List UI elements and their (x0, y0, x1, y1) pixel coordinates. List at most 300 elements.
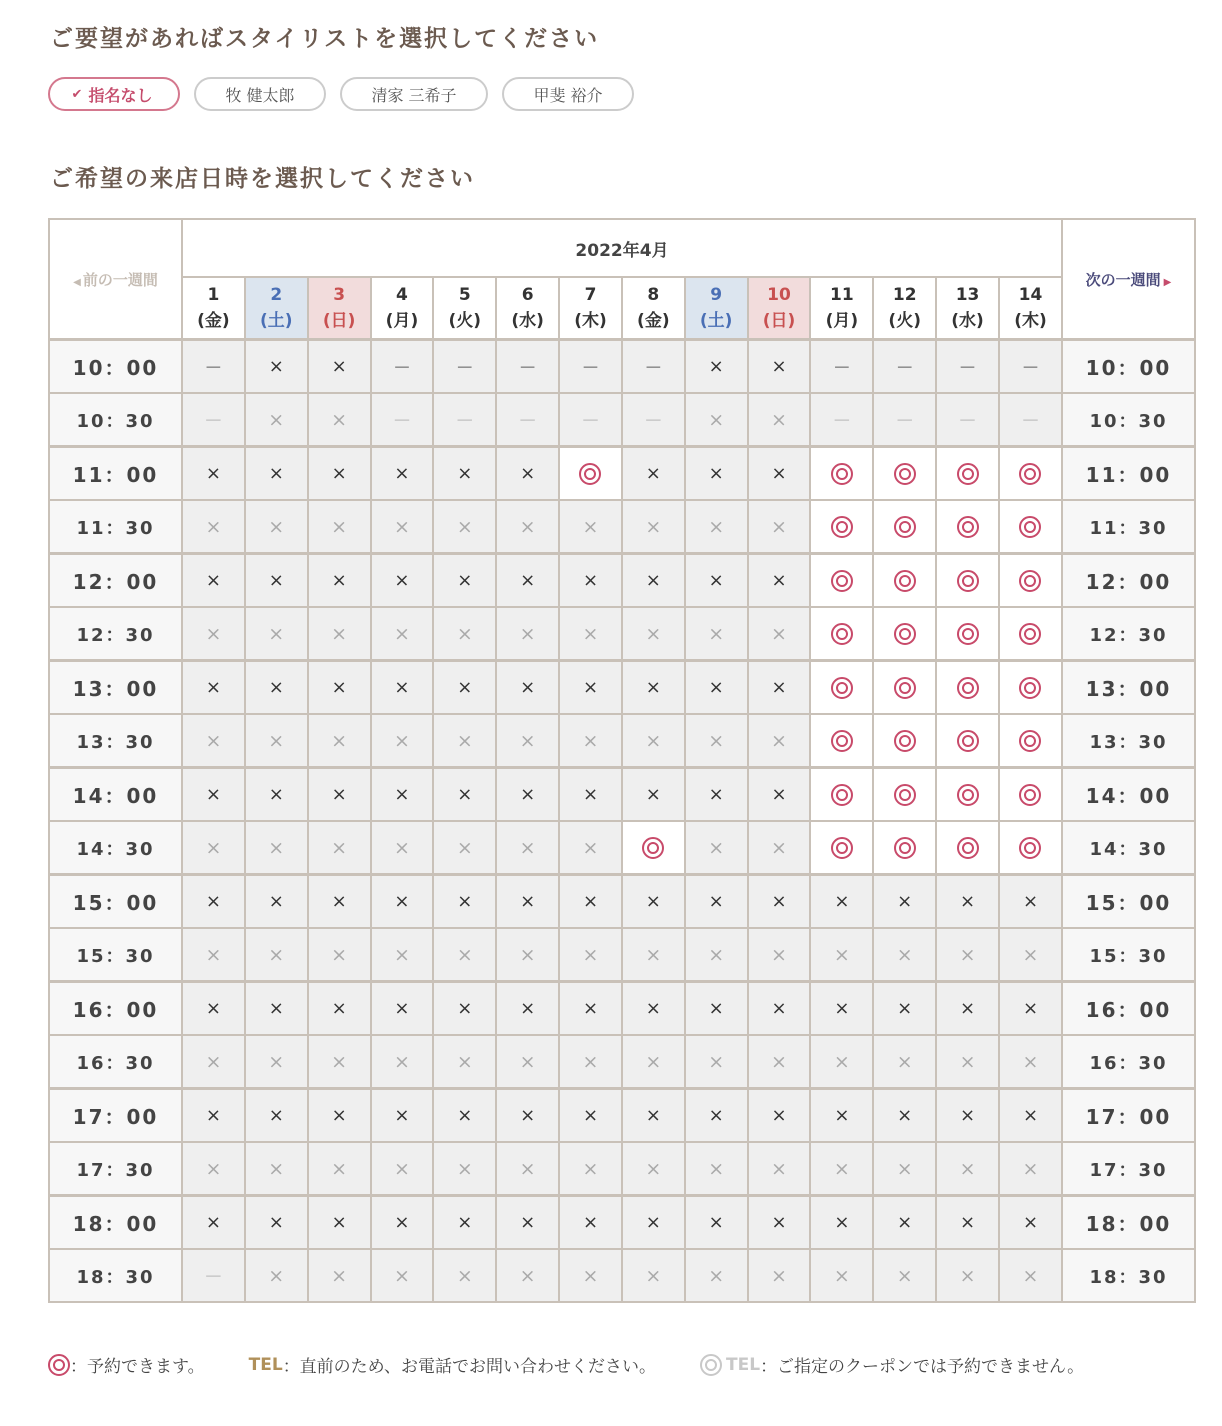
slot-full: × (936, 875, 999, 929)
slot-full: × (873, 1142, 936, 1196)
slot-available[interactable] (622, 821, 685, 875)
slot-full: × (245, 393, 308, 447)
slot-full: × (559, 875, 622, 929)
slot-full: × (308, 821, 371, 875)
available-icon (957, 570, 979, 592)
slot-closed: － (433, 340, 496, 394)
slot-full: × (496, 982, 559, 1036)
time-slot-row (49, 714, 1195, 768)
available-icon (831, 570, 853, 592)
slot-closed: － (496, 340, 559, 394)
slot-full: × (308, 340, 371, 394)
slot-full: × (936, 1249, 999, 1302)
slot-full: × (748, 1196, 811, 1250)
slot-available[interactable] (873, 607, 936, 661)
slot-closed: － (182, 393, 245, 447)
day-header (936, 277, 999, 340)
slot-full: × (371, 1196, 434, 1250)
slot-full: × (245, 500, 308, 554)
stylist-option-kai[interactable] (502, 77, 634, 111)
time-label: 11：30 (49, 500, 182, 554)
slot-full: × (245, 554, 308, 608)
time-slot-row (49, 1035, 1195, 1089)
time-label: 13：30 (49, 714, 182, 768)
slot-full: × (496, 1035, 559, 1089)
slot-full: × (496, 1089, 559, 1143)
legend-tel (249, 1352, 656, 1377)
available-icon (831, 463, 853, 485)
slot-full: × (559, 928, 622, 982)
slot-full: × (622, 500, 685, 554)
slot-full: × (810, 928, 873, 982)
slot-full: × (873, 1089, 936, 1143)
slot-full: × (748, 554, 811, 608)
slot-full: × (182, 607, 245, 661)
time-slot-row (49, 340, 1195, 394)
time-label: 10：30 (1062, 393, 1195, 447)
stylist-option-seike[interactable] (340, 77, 488, 111)
slot-full: × (748, 340, 811, 394)
slot-full: × (559, 661, 622, 715)
slot-full: × (433, 714, 496, 768)
slot-full: × (371, 661, 434, 715)
slot-full: × (496, 1196, 559, 1250)
slot-full: × (748, 982, 811, 1036)
slot-full: × (245, 447, 308, 501)
slot-full: × (685, 1089, 748, 1143)
slot-full: × (559, 554, 622, 608)
time-slot-row (49, 875, 1195, 929)
time-slot-row (49, 554, 1195, 608)
slot-closed: － (936, 340, 999, 394)
slot-closed: － (999, 393, 1062, 447)
day-header (182, 277, 245, 340)
time-label: 10：30 (49, 393, 182, 447)
slot-full: × (559, 714, 622, 768)
slot-full: × (685, 768, 748, 822)
slot-full: × (182, 447, 245, 501)
slot-closed: － (873, 393, 936, 447)
slot-full: × (622, 768, 685, 822)
slot-full: × (999, 1089, 1062, 1143)
slot-full: × (433, 607, 496, 661)
time-label: 17：00 (1062, 1089, 1195, 1143)
slot-closed: － (559, 340, 622, 394)
unavailable-coupon-icon (700, 1354, 722, 1376)
slot-available[interactable] (810, 607, 873, 661)
datetime-heading: ご希望の来店日時を選択してください (50, 166, 475, 192)
available-icon (831, 677, 853, 699)
slot-full: × (245, 1196, 308, 1250)
slot-full: × (748, 768, 811, 822)
slot-closed: － (810, 340, 873, 394)
slot-full: × (245, 768, 308, 822)
slot-full: × (810, 982, 873, 1036)
slot-available[interactable] (999, 661, 1062, 715)
slot-available[interactable] (999, 821, 1062, 875)
slot-full: × (496, 714, 559, 768)
slot-closed: － (999, 340, 1062, 394)
slot-full: × (622, 554, 685, 608)
slot-closed: － (182, 1249, 245, 1302)
day-header (748, 277, 811, 340)
day-header (559, 277, 622, 340)
stylist-label: 甲斐 裕介 (533, 85, 603, 105)
slot-full: × (622, 661, 685, 715)
slot-full: × (433, 554, 496, 608)
slot-full: × (433, 447, 496, 501)
slot-full: × (308, 1249, 371, 1302)
slot-closed: － (873, 340, 936, 394)
day-of-week: (火) (448, 311, 482, 331)
day-header (371, 277, 434, 340)
caret-right-icon: ▶ (1163, 276, 1172, 288)
slot-full: × (182, 714, 245, 768)
time-label: 18：00 (1062, 1196, 1195, 1250)
slot-closed: － (622, 340, 685, 394)
time-label: 15：30 (49, 928, 182, 982)
slot-full: × (433, 982, 496, 1036)
slot-available[interactable] (873, 768, 936, 822)
tel-label: TEL (248, 1354, 283, 1375)
time-slot-row (49, 768, 1195, 822)
stylist-label: 指名なし (88, 85, 153, 105)
available-icon (894, 837, 916, 859)
slot-full: × (433, 875, 496, 929)
slot-full: × (496, 875, 559, 929)
slot-available[interactable] (999, 714, 1062, 768)
day-of-week: (土) (699, 311, 733, 331)
day-number: 6 (521, 285, 534, 305)
day-header (999, 277, 1062, 340)
slot-full: × (433, 928, 496, 982)
time-slot-row (49, 1089, 1195, 1143)
time-slot-row (49, 928, 1195, 982)
slot-full: × (433, 661, 496, 715)
slot-full: × (308, 1089, 371, 1143)
slot-full: × (873, 928, 936, 982)
time-slot-row (49, 1142, 1195, 1196)
slot-full: × (622, 1196, 685, 1250)
day-header (810, 277, 873, 340)
reservation-calendar (48, 218, 1196, 1303)
slot-available[interactable] (999, 447, 1062, 501)
slot-full: × (999, 928, 1062, 982)
slot-full: × (245, 875, 308, 929)
slot-full: × (748, 1249, 811, 1302)
time-label: 13：00 (49, 661, 182, 715)
slot-full: × (810, 1196, 873, 1250)
slot-full: × (308, 1142, 371, 1196)
next-week-button[interactable] (1062, 219, 1195, 340)
available-icon (1019, 784, 1041, 806)
day-of-week: (金) (197, 311, 230, 331)
time-label: 15：30 (1062, 928, 1195, 982)
slot-full: × (748, 875, 811, 929)
slot-full: × (622, 1142, 685, 1196)
available-icon (894, 784, 916, 806)
stylist-option-none[interactable] (48, 77, 180, 111)
available-icon (894, 516, 916, 538)
slot-full: × (433, 1249, 496, 1302)
slot-full: × (685, 875, 748, 929)
slot-full: × (182, 1196, 245, 1250)
slot-full: × (371, 768, 434, 822)
slot-full: × (308, 928, 371, 982)
day-number: 11 (830, 285, 854, 305)
prev-week-button[interactable] (49, 219, 182, 340)
slot-available[interactable] (810, 821, 873, 875)
day-of-week: (木) (574, 311, 607, 331)
slot-full: × (308, 714, 371, 768)
time-label: 12：30 (49, 607, 182, 661)
slot-full: × (622, 1249, 685, 1302)
slot-closed: － (433, 393, 496, 447)
slot-full: × (245, 714, 308, 768)
slot-full: × (496, 500, 559, 554)
available-icon (642, 837, 664, 859)
slot-full: × (748, 661, 811, 715)
time-label: 16：00 (49, 982, 182, 1036)
slot-full: × (559, 1035, 622, 1089)
available-icon (831, 837, 853, 859)
slot-available[interactable] (873, 661, 936, 715)
available-icon (831, 784, 853, 806)
time-label: 12：00 (1062, 554, 1195, 608)
slot-full: × (685, 1249, 748, 1302)
slot-available[interactable] (999, 500, 1062, 554)
slot-full: × (308, 1196, 371, 1250)
caret-left-icon: ◀ (73, 276, 81, 288)
time-label: 12：00 (49, 554, 182, 608)
day-of-week: (火) (888, 311, 921, 331)
time-slot-row (49, 393, 1195, 447)
time-label: 11：00 (1062, 447, 1195, 501)
day-header (496, 277, 559, 340)
day-of-week: (水) (511, 311, 544, 331)
legend-available-text: ：予約できます。 (70, 1357, 205, 1377)
available-icon (957, 516, 979, 538)
slot-full: × (936, 1196, 999, 1250)
available-icon (1019, 516, 1041, 538)
slot-full: × (685, 821, 748, 875)
slot-available[interactable] (936, 554, 999, 608)
time-label: 16：00 (1062, 982, 1195, 1036)
slot-available[interactable] (873, 500, 936, 554)
slot-available[interactable] (873, 821, 936, 875)
time-label: 18：00 (49, 1196, 182, 1250)
slot-available[interactable] (810, 447, 873, 501)
slot-full: × (810, 1035, 873, 1089)
slot-full: × (685, 982, 748, 1036)
slot-full: × (936, 982, 999, 1036)
slot-full: × (433, 1196, 496, 1250)
day-of-week: (月) (825, 311, 859, 331)
slot-full: × (308, 393, 371, 447)
slot-full: × (936, 1089, 999, 1143)
slot-available[interactable] (936, 661, 999, 715)
stylist-label: 清家 三希子 (371, 85, 457, 105)
legend (48, 1352, 1084, 1377)
day-number: 2 (270, 285, 283, 305)
slot-full: × (433, 1142, 496, 1196)
available-icon (957, 463, 979, 485)
slot-full: × (685, 340, 748, 394)
day-of-week: (木) (1014, 311, 1047, 331)
slot-full: × (182, 928, 245, 982)
day-number: 12 (892, 285, 917, 305)
slot-full: × (496, 768, 559, 822)
slot-full: × (999, 1142, 1062, 1196)
slot-available[interactable] (936, 821, 999, 875)
coupon-tel-label: TEL (726, 1354, 761, 1375)
slot-full: × (308, 661, 371, 715)
slot-full: × (496, 928, 559, 982)
slot-full: × (371, 1142, 434, 1196)
slot-available[interactable] (873, 554, 936, 608)
slot-available[interactable] (810, 661, 873, 715)
time-label: 17：00 (49, 1089, 182, 1143)
slot-available[interactable] (559, 447, 622, 501)
time-slot-row (49, 1196, 1195, 1250)
slot-full: × (622, 607, 685, 661)
slot-full: × (748, 1089, 811, 1143)
slot-available[interactable] (810, 714, 873, 768)
slot-full: × (685, 447, 748, 501)
slot-full: × (245, 982, 308, 1036)
slot-full: × (873, 1196, 936, 1250)
slot-full: × (496, 1249, 559, 1302)
slot-full: × (496, 821, 559, 875)
slot-full: × (873, 1249, 936, 1302)
slot-full: × (245, 661, 308, 715)
time-label: 13：00 (1062, 661, 1195, 715)
slot-full: × (245, 821, 308, 875)
slot-full: × (182, 661, 245, 715)
slot-available[interactable] (810, 500, 873, 554)
available-icon (1019, 837, 1041, 859)
slot-full: × (496, 661, 559, 715)
day-of-week: (日) (322, 311, 356, 331)
slot-full: × (936, 1035, 999, 1089)
day-header-row (49, 277, 1195, 340)
available-icon (1019, 570, 1041, 592)
slot-full: × (622, 714, 685, 768)
available-icon (957, 623, 979, 645)
slot-available[interactable] (873, 714, 936, 768)
slot-available[interactable] (936, 768, 999, 822)
slot-available[interactable] (873, 447, 936, 501)
slot-full: × (371, 554, 434, 608)
time-label: 15：00 (49, 875, 182, 929)
slot-full: × (559, 1142, 622, 1196)
slot-available[interactable] (810, 768, 873, 822)
slot-full: × (182, 768, 245, 822)
slot-full: × (873, 875, 936, 929)
time-label: 12：30 (1062, 607, 1195, 661)
legend-tel-text: ：直前のため、お電話でお問い合わせください。 (282, 1357, 657, 1377)
slot-full: × (433, 500, 496, 554)
available-icon (957, 677, 979, 699)
slot-full: × (371, 1249, 434, 1302)
slot-full: × (999, 875, 1062, 929)
time-label: 14：30 (1062, 821, 1195, 875)
available-icon (1019, 730, 1041, 752)
available-icon (831, 623, 853, 645)
available-icon (48, 1354, 70, 1376)
slot-full: × (182, 554, 245, 608)
time-label: 14：00 (1062, 768, 1195, 822)
slot-full: × (685, 1035, 748, 1089)
available-icon (957, 837, 979, 859)
slot-available[interactable] (999, 554, 1062, 608)
slot-closed: － (810, 393, 873, 447)
slot-available[interactable] (936, 500, 999, 554)
slot-full: × (308, 500, 371, 554)
time-label: 13：30 (1062, 714, 1195, 768)
day-number: 9 (710, 285, 723, 305)
slot-full: × (371, 928, 434, 982)
slot-full: × (245, 1089, 308, 1143)
slot-available[interactable] (936, 714, 999, 768)
slot-full: × (433, 821, 496, 875)
slot-full: × (182, 875, 245, 929)
available-icon (1019, 463, 1041, 485)
slot-closed: － (182, 340, 245, 394)
time-slot-row (49, 982, 1195, 1036)
slot-available[interactable] (999, 768, 1062, 822)
slot-full: × (685, 661, 748, 715)
slot-full: × (873, 1035, 936, 1089)
slot-full: × (622, 982, 685, 1036)
slot-full: × (748, 1035, 811, 1089)
time-slot-row (49, 447, 1195, 501)
available-icon (894, 677, 916, 699)
available-icon (894, 623, 916, 645)
slot-available[interactable] (810, 554, 873, 608)
available-icon (831, 516, 853, 538)
slot-full: × (810, 1142, 873, 1196)
slot-available[interactable] (999, 607, 1062, 661)
slot-available[interactable] (936, 607, 999, 661)
slot-full: × (748, 928, 811, 982)
slot-full: × (559, 500, 622, 554)
slot-full: × (371, 1089, 434, 1143)
slot-full: × (685, 607, 748, 661)
slot-available[interactable] (936, 447, 999, 501)
slot-full: × (308, 554, 371, 608)
slot-full: × (371, 982, 434, 1036)
day-number: 7 (584, 285, 597, 305)
time-slot-row (49, 500, 1195, 554)
check-icon: ✔ (71, 86, 83, 102)
slot-full: × (748, 500, 811, 554)
available-icon (894, 463, 916, 485)
stylist-option-maki[interactable] (194, 77, 326, 111)
slot-full: × (308, 1035, 371, 1089)
slot-full: × (810, 1089, 873, 1143)
legend-coupon (700, 1352, 1084, 1377)
slot-full: × (496, 1142, 559, 1196)
legend-coupon-text: ：ご指定のクーポンでは予約できません。 (760, 1357, 1085, 1377)
slot-full: × (873, 982, 936, 1036)
slot-full: × (748, 821, 811, 875)
slot-full: × (685, 393, 748, 447)
time-slot-row (49, 1249, 1195, 1302)
day-number: 5 (458, 285, 471, 305)
slot-full: × (308, 768, 371, 822)
slot-full: × (245, 1142, 308, 1196)
